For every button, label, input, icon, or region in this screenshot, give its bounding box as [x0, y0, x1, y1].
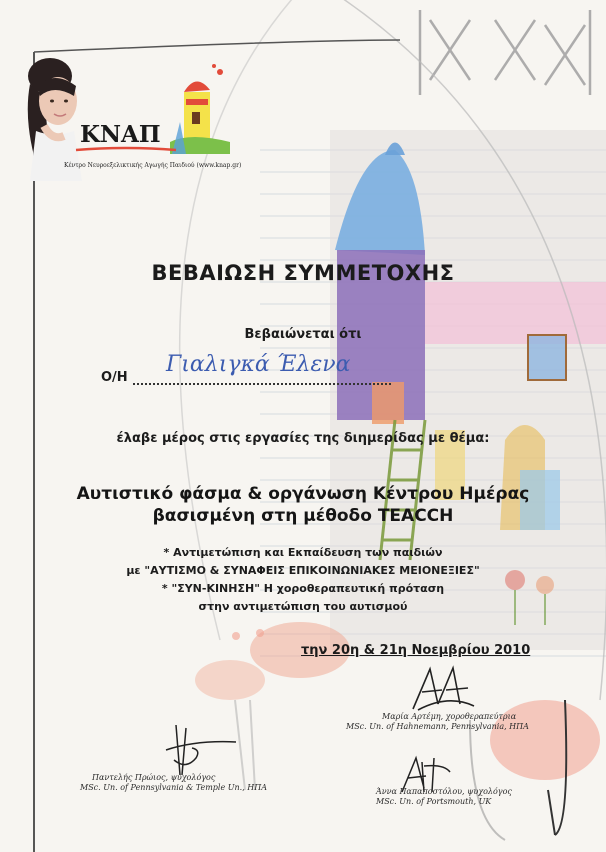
certificate-title: ΒΕΒΑΙΩΣΗ ΣΥΜΜΕΤΟΧΗΣ: [151, 261, 455, 285]
logo-subtitle: Κέντρο Νευροεξελικτικής Αγωγής Παιδιού (www.knap.gr): [64, 162, 242, 169]
signatory-proios-name: Παντελής Πρώιος, ψυχολόγος: [92, 773, 216, 782]
participant-name: Γιαλιγκά Έλενα: [166, 352, 351, 377]
bullet-line-4: στην αντιμετώπιση του αυτισμού: [198, 600, 408, 613]
signatory-artemi-name: Μαρία Αρτέμη, χοροθεραπεύτρια: [382, 712, 517, 721]
signatory-papapostolou-name: Άννα Παπαποστόλου, ψυχολόγος: [376, 787, 512, 796]
logo-name: ΚΝΑΠ: [80, 121, 161, 148]
certifies-text: Βεβαιώνεται ότι: [244, 327, 362, 342]
topic-line-2: βασισμένη στη μέθοδο TEACCH: [152, 506, 454, 526]
bullet-line-2: με "ΑΥΤΙΣΜΟ & ΣΥΝΑΦΕΙΣ ΕΠΙΚΟΙΝΩΝΙΑΚΕΣ ΜΕΙΟΝΕΞΙΕΣ": [126, 564, 480, 577]
logo-underline-icon: [74, 146, 178, 154]
topic-line-1: Αυτιστικό φάσμα & οργάνωση Κέντρου Ημέρας: [76, 484, 530, 504]
signature-artemi-icon: [408, 664, 478, 714]
topic-bullets: [0, 544, 606, 616]
topic: [0, 483, 606, 527]
signatory-artemi-degree: MSc. Un. of Hahnemann, Pennsylvania, ΗΠΑ: [346, 722, 529, 731]
event-date: την 20η & 21η Νοεμβρίου 2010: [301, 643, 531, 658]
signatory-proios-degree: MSc. Un. of Pennsylvania & Temple Un., ΗΠΑ: [80, 783, 268, 792]
signatory-proios: [80, 773, 267, 793]
bullet-line-1: * Αντιμετώπιση και Εκπαίδευση των παιδιών: [163, 546, 443, 559]
bullet-line-3: * "ΣΥΝ-ΚΙΝΗΣΗ" Η χοροθεραπευτική πρόταση: [161, 582, 445, 595]
signatory-papapostolou: [376, 787, 512, 807]
windmill-logo-icon: [170, 62, 230, 154]
signatory-artemi: [346, 712, 529, 732]
signature-proios-icon: [156, 720, 246, 780]
took-part-text: έλαβε μέρος στις εργασίες της διημερίδας με θέμα:: [116, 431, 490, 446]
name-label: Ο/Η: [101, 370, 128, 385]
signatory-papapostolou-degree: MSc. Un. of Portsmouth, UK: [376, 797, 492, 806]
